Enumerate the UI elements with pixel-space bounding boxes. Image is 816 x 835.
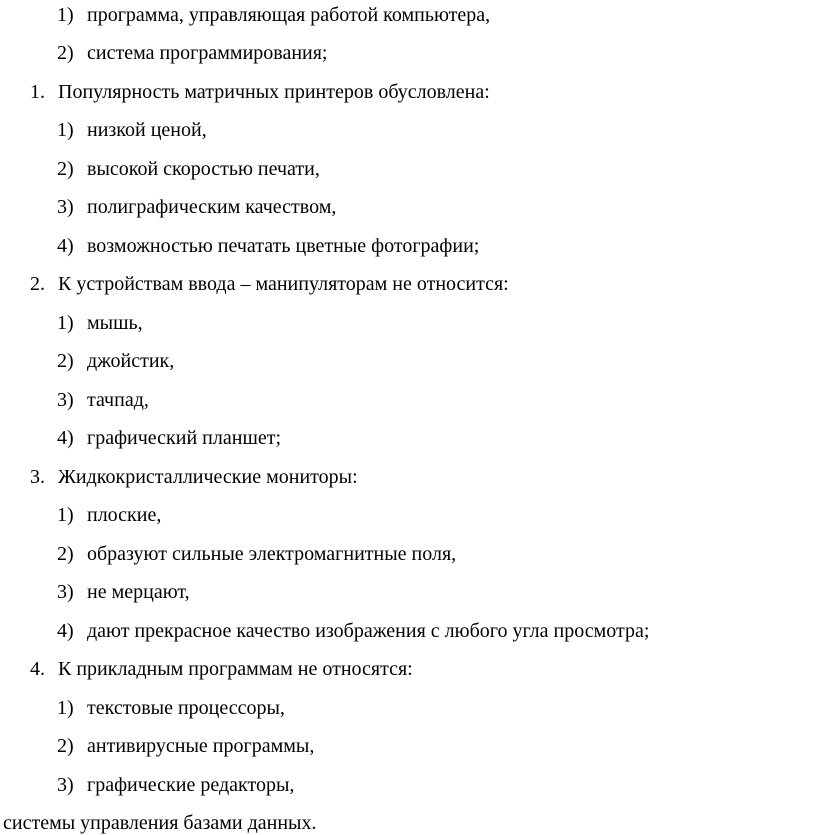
option-number: 2) <box>57 158 74 180</box>
question-number: 3. <box>30 466 45 488</box>
option-number: 2) <box>57 350 74 372</box>
option-text: высокой скоростью печати, <box>87 158 320 180</box>
question-text: Жидкокристаллические мониторы: <box>58 466 358 488</box>
option-number: 3) <box>57 389 74 411</box>
option-number: 3) <box>57 581 74 603</box>
option-number: 3) <box>57 774 74 796</box>
question-text: К прикладным программам не относятся: <box>58 658 413 680</box>
question-text: Популярность матричных принтеров обусловлена: <box>58 81 490 103</box>
option-number: 1) <box>57 312 74 334</box>
option-text: дают прекрасное качество изображения с любого угла просмотра; <box>87 620 650 642</box>
option-number: 4) <box>57 620 74 642</box>
option-text: графический планшет; <box>87 427 282 449</box>
option-number: 1) <box>57 697 74 719</box>
option-text: образуют сильные электромагнитные поля, <box>87 543 457 565</box>
option-number: 4) <box>57 427 74 449</box>
trailing-text: системы управления базами данных. <box>3 812 317 834</box>
option-number: 4) <box>57 235 74 257</box>
option-text: программа, управляющая работой компьютера, <box>87 4 491 26</box>
option-number: 2) <box>57 42 74 64</box>
option-text: антивирусные программы, <box>87 735 315 757</box>
option-text: возможностью печатать цветные фотографии; <box>87 235 480 257</box>
question-text: К устройствам ввода – манипуляторам не относится: <box>58 273 509 295</box>
option-number: 1) <box>57 4 74 26</box>
option-text: графические редакторы, <box>87 774 295 796</box>
question-number: 4. <box>30 658 45 680</box>
option-text: мышь, <box>87 312 143 334</box>
option-text: не мерцают, <box>87 581 190 603</box>
option-text: низкой ценой, <box>87 119 207 141</box>
question-number: 2. <box>30 273 45 295</box>
option-text: тачпад, <box>87 389 149 411</box>
option-text: полиграфическим качеством, <box>87 196 337 218</box>
option-number: 3) <box>57 196 74 218</box>
option-text: джойстик, <box>87 350 175 372</box>
option-text: плоские, <box>87 504 162 526</box>
option-number: 1) <box>57 504 74 526</box>
option-number: 2) <box>57 543 74 565</box>
option-text: система программирования; <box>87 42 328 64</box>
option-text: текстовые процессоры, <box>87 697 285 719</box>
question-number: 1. <box>30 81 45 103</box>
option-number: 2) <box>57 735 74 757</box>
option-number: 1) <box>57 119 74 141</box>
